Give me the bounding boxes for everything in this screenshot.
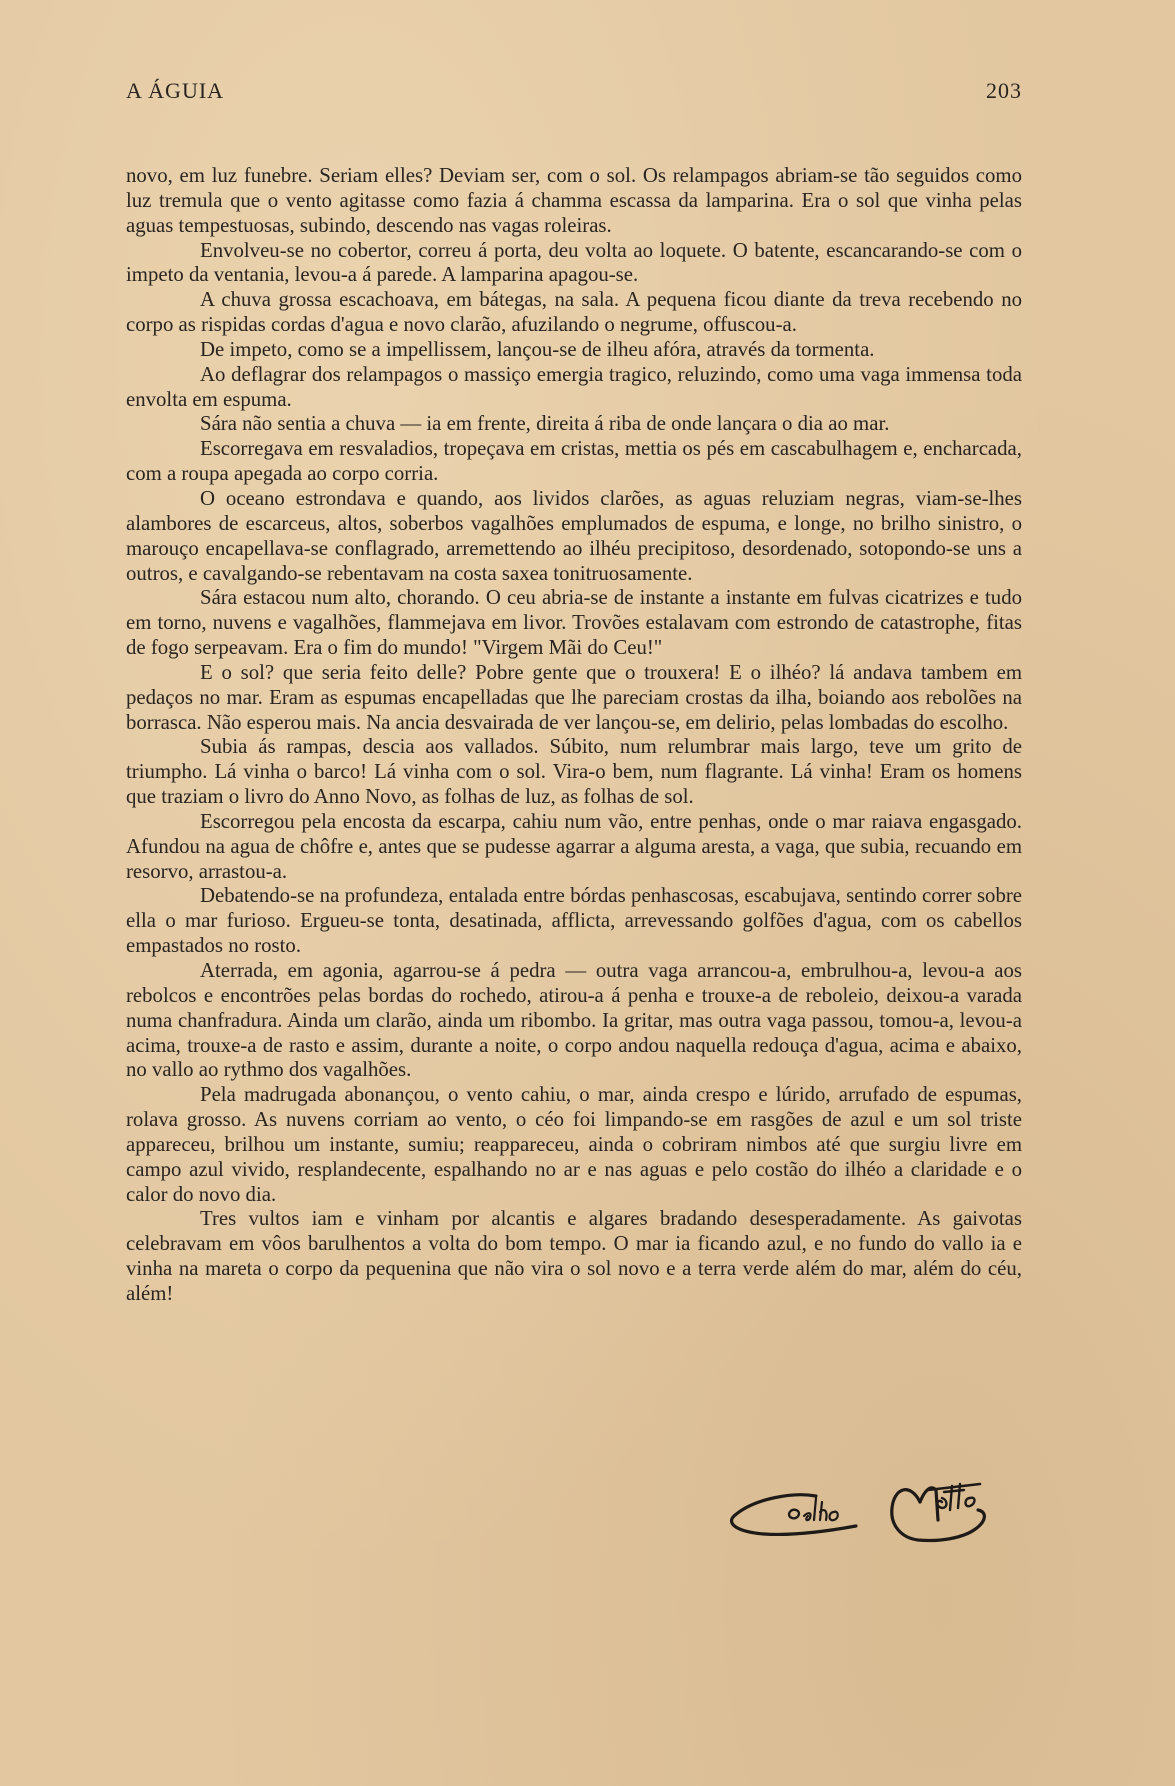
page-number: 203 xyxy=(986,78,1022,103)
paragraph-13: Debatendo-se na profundeza, entalada entre bórdas penhascosas, escabujava, sentindo correr sobre ella o mar furioso. Ergueu-se tonta, desatinada, afflicta, arrevessando golfões d'agua, com os cabellos empastados no rosto. xyxy=(126,884,1022,958)
journal-title: A ÁGUIA xyxy=(126,78,225,103)
article-body xyxy=(126,164,1022,1307)
paragraph-5: Ao deflagrar dos relampagos o massiço emergia tragico, reluzindo, como uma vaga immensa toda envolta em espuma. xyxy=(126,362,1022,411)
paragraph-10: E o sol? que seria feito delle? Pobre gente que o trouxera! E o ilhéo? lá andava tambem em pedaços no mar. Eram as espumas encapelladas que lhe pareciam crostas da ilha, boiando aos rebolões na borrasca. Não esperou mais. Na ancia desvairada de ver lançou-se, em delirio, pelas lombadas do escolho. xyxy=(126,660,1022,734)
paragraph-2: Envolveu-se no cobertor, correu á porta, deu volta ao loquete. O batente, escancarando-se com o impeto da ventania, levou-a á parede. A lamparina apagou-se. xyxy=(126,238,1022,287)
paragraph-15: Pela madrugada abonançou, o vento cahiu, o mar, ainda crespo e lúrido, arrufado de espumas, rolava grosso. As nuvens corriam ao vento, o céo foi limpando-se em rasgões de azul e um sol triste appareceu, brilhou um instante, sumiu; reappareceu, ainda o cobriram nimbos até que surgiu livre em campo azul vivido, resplandecente, espalhando no ar e nas aguas e pelo costão do ilhéo a claridade e o calor do novo dia. xyxy=(126,1083,1022,1206)
paragraph-14: Aterrada, em agonia, agarrou-se á pedra — outra vaga arrancou-a, embrulhou-a, levou-a aos rebolcos e encontrões pelas bordas do rochedo, atirou-a á penha e trouxe-a de reboleio, deixou-a varada numa chanfradura. Ainda um clarão, ainda um ribombo. Ia gritar, mas outra vaga passou, tomou-a, levou-a acima, trouxe-a de rasto e assim, durante a noite, o corpo andou naquella redouça d'agua, acima e abaixo, no vallo ao rythmo dos vagalhões. xyxy=(126,959,1022,1082)
paragraph-1: novo, em luz funebre. Seriam elles? Deviam ser, com o sol. Os relampagos abriam-se tão seguidos como luz tremula que o vento agitasse como fazia á chamma escassa da lamparina. Era o sol que vinha pelas aguas tempestuosas, subindo, descendo nas vagas roleiras. xyxy=(126,164,1022,237)
paragraph-3: A chuva grossa escachoava, em bátegas, na sala. A pequena ficou diante da treva recebendo no corpo as rispidas cordas d'agua e novo clarão, afuzilando o negrume, offuscou-a. xyxy=(126,288,1022,337)
paragraph-11: Subia ás rampas, descia aos vallados. Súbito, num relumbrar mais largo, teve um grito de triumpho. Lá vinha o barco! Lá vinha com o sol. Vira-o bem, num flagrante. Lá vinha! Eram os homens que traziam o livro do Anno Novo, as folhas de luz, as folhas de sol. xyxy=(126,735,1022,809)
paragraph-6: Sára não sentia a chuva — ia em frente, direita á riba de onde lançara o dia ao mar. xyxy=(200,412,890,436)
paragraph-7: Escorregava em resvaladios, tropeçava em cristas, mettia os pés em cascabulhagem e, encharcada, com a roupa apegada ao corpo corria. xyxy=(126,437,1022,486)
paragraph-8: O oceano estrondava e quando, aos lividos clarões, as aguas reluziam negras, viam-se-lhes alambores de escarceus, altos, soberbos vagalhões emplumados de espuma, e longe, no brilho sinistro, o marouço encapellava-se conflagrado, arremettendo ao ilhéu precipitoso, desordenado, sotopondo-se uns a outros, e cavalgando-se rebentavam na costa saxea tonitruosamente. xyxy=(126,486,1022,585)
paragraph-9: Sára estacou num alto, chorando. O ceu abria-se de instante a instante em fulvas cicatrizes e tudo em torno, nuvens e vagalhões, flammejava em livor. Trovões estalavam com estrondo de catastrophe, fitas de fogo serpeavam. Era o fim do mundo! "Virgem Mãi do Ceu!" xyxy=(126,586,1022,660)
running-head xyxy=(126,78,1022,108)
paragraph-12: Escorregou pela encosta da escarpa, cahiu num vão, entre penhas, onde o mar raiava engasgado. Afundou na agua de chôfre e, antes que se pudesse agarrar a alguma aresta, a vaga, que subia, recuando em resorvo, arrastou-a. xyxy=(126,809,1022,883)
author-signature xyxy=(724,1468,1034,1568)
paragraph-4: De impeto, como se a impellissem, lançou-se de ilheu afóra, através da tormenta. xyxy=(200,337,875,361)
paragraph-16: Tres vultos iam e vinham por alcantis e algares bradando desesperadamente. As gaivotas celebravam em vôos barulhentos a volta do bom tempo. O mar ia ficando azul, e no fundo do vallo ia e vinha na mareta o corpo da pequenina que não vira o sol novo e a terra verde além do mar, além do céu, além! xyxy=(126,1207,1022,1305)
